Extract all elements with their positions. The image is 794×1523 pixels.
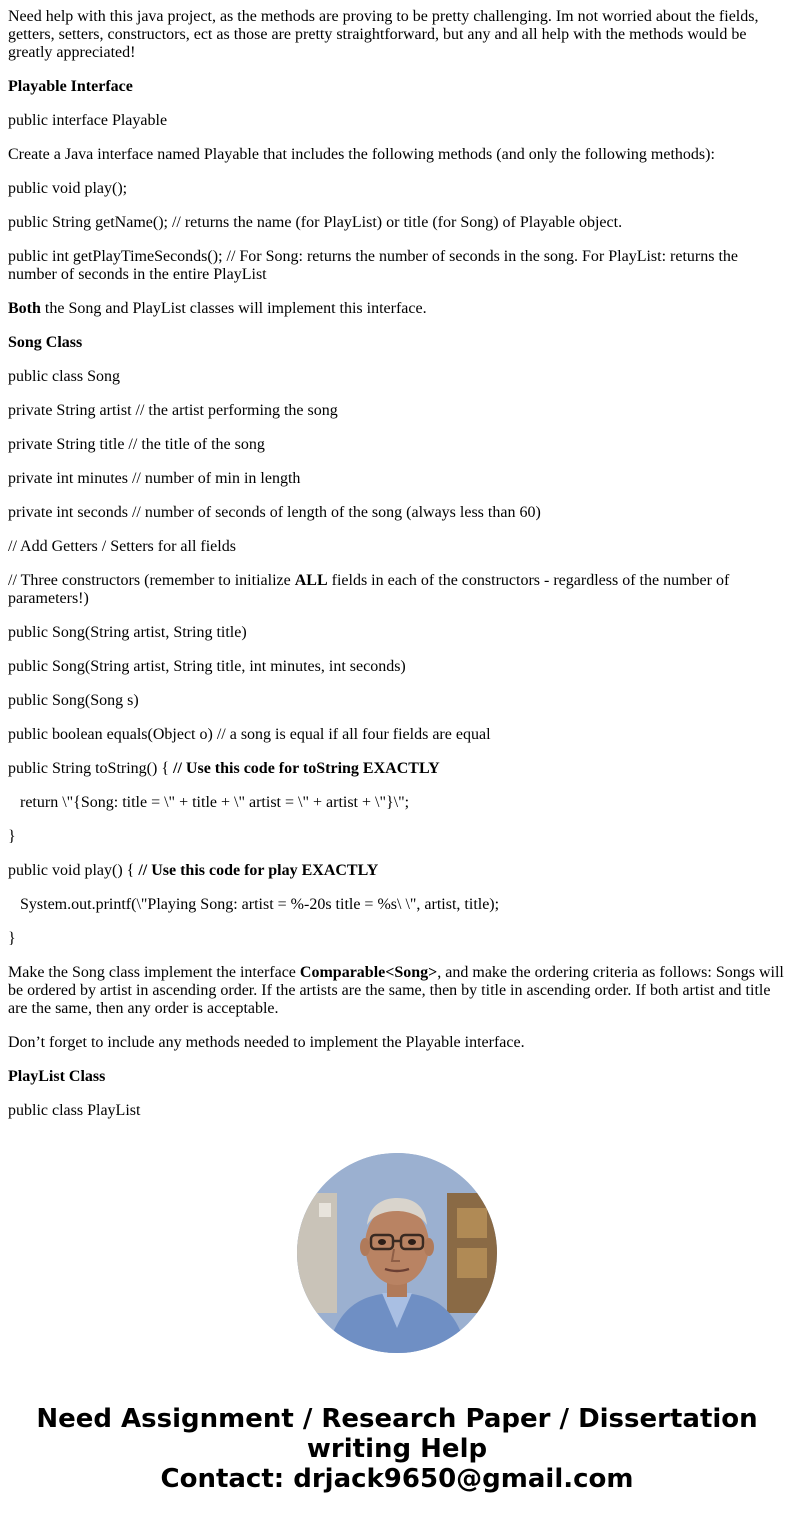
promo-line-2: writing Help	[306, 1434, 488, 1464]
playable-heading: Playable Interface	[8, 78, 133, 95]
tostring-close: }	[8, 828, 16, 845]
field-minutes: private int minutes // number of min in length	[8, 470, 301, 487]
promo-contact: Contact: drjack9650@gmail.com	[160, 1464, 634, 1494]
constructor-1: public Song(String artist, String title)	[8, 624, 247, 641]
constructors-comment: // Three constructors (remember to initialize ALL fields in each of the constructors - regardless of the number of parameters!)	[8, 572, 730, 607]
song-declaration: public class Song	[8, 368, 120, 385]
field-title: private String title // the title of the song	[8, 436, 265, 453]
promo-banner	[0, 1404, 794, 1494]
play-method: public void play() { // Use this code for play EXACTLY	[8, 862, 379, 879]
song-heading: Song Class	[8, 334, 83, 351]
playable-create-text: Create a Java interface named Playable that includes the following methods (and only the following methods):	[8, 146, 715, 163]
playlist-declaration: public class PlayList	[8, 1102, 141, 1119]
playable-declaration: public interface Playable	[8, 112, 168, 129]
method-play: public void play();	[8, 180, 128, 197]
playlist-heading: PlayList Class	[8, 1068, 106, 1085]
intro-paragraph: Need help with this java project, as the methods are proving to be pretty challenging. Im not worried about the fields, getters, setters, constructors, ect as those are pretty straightforward, but any and all help with the methods would be greatly appreciated!	[8, 8, 759, 61]
dont-forget-text: Don’t forget to include any methods needed to implement the Playable interface.	[8, 1034, 525, 1051]
equals-method: public boolean equals(Object o) // a song is equal if all four fields are equal	[8, 726, 491, 743]
play-close: }	[8, 930, 16, 947]
avatar-portrait-icon	[297, 1153, 497, 1353]
tostring-method: public String toString() { // Use this code for toString EXACTLY	[8, 760, 440, 777]
method-getname: public String getName(); // returns the name (for PlayList) or title (for Song) of Playable object.	[8, 214, 623, 231]
constructor-3: public Song(Song s)	[8, 692, 139, 709]
field-seconds: private int seconds // number of seconds of length of the song (always less than 60)	[8, 504, 541, 521]
play-body: System.out.printf(\"Playing Song: artist = %-20s title = %s\ \", artist, title);	[20, 896, 500, 913]
comparable-text: Make the Song class implement the interface Comparable<Song>, and make the ordering criteria as follows: Songs will be ordered by artist in ascending order. If the artists are the same, then by title in ascending order. If both artist and title are the same, then any order is acceptable.	[8, 964, 784, 1017]
getters-setters-comment: // Add Getters / Setters for all fields	[8, 538, 236, 555]
field-artist: private String artist // the artist performing the song	[8, 402, 338, 419]
question-body	[8, 8, 786, 1136]
both-implement-text: Both the Song and PlayList classes will implement this interface.	[8, 300, 427, 317]
tostring-body: return \"{Song: title = \" + title + \" artist = \" + artist + \"}\";	[20, 794, 410, 811]
method-getplaytime: public int getPlayTimeSeconds(); // For Song: returns the number of seconds in the song. For PlayList: returns the number of seconds in the entire PlayList	[8, 248, 739, 283]
promo-line-1: Need Assignment / Research Paper / Dissertation	[36, 1404, 758, 1434]
constructor-2: public Song(String artist, String title, int minutes, int seconds)	[8, 658, 406, 675]
avatar	[297, 1153, 497, 1353]
